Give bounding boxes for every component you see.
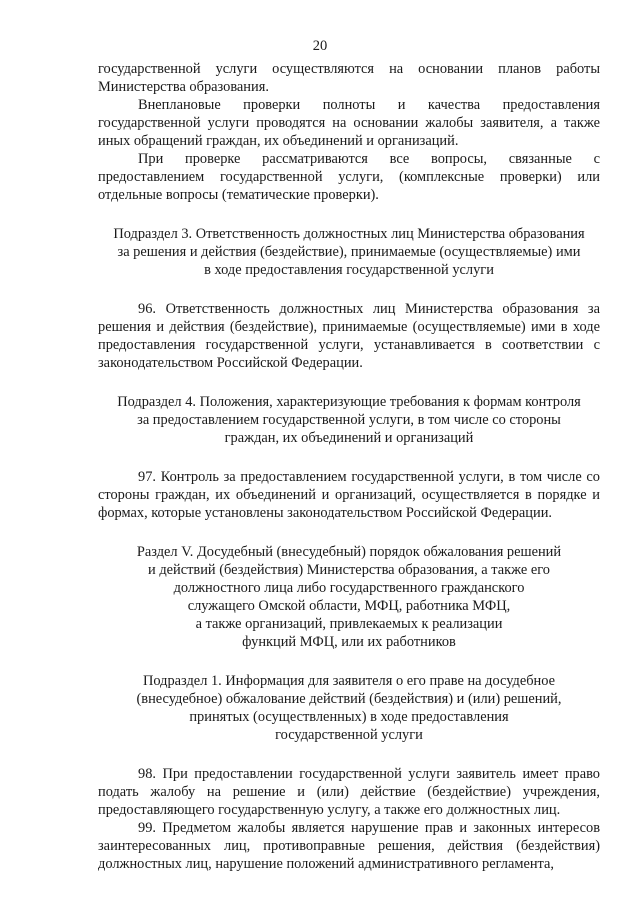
heading-line: должностного лица либо государственного гражданского [173, 580, 525, 596]
section-5-heading [98, 543, 600, 651]
paragraph-99: 99. Предметом жалобы является нарушение прав и законных интересов заинтересованных лиц, противоправные решения, действия (бездействия) должностных лиц, нарушение положений административного регламента, [98, 820, 600, 872]
heading-line: Подраздел 3. Ответственность должностных лиц Министерства образования [113, 226, 585, 242]
heading-line: Подраздел 4. Положения, характеризующие требования к формам контроля [117, 394, 581, 410]
heading-line: функций МФЦ, или их работников [242, 634, 456, 650]
heading-line: а также организаций, привлекаемых к реализации [195, 616, 503, 632]
heading-line: государственной услуги [275, 727, 423, 743]
heading-line: (внесудебное) обжалование действий (бездействия) и (или) решений, [136, 691, 562, 707]
heading-line: и действий (бездействия) Министерства образования, а также его [148, 562, 550, 578]
heading-line: граждан, их объединений и организаций [224, 430, 474, 446]
heading-line: в ходе предоставления государственной услуги [204, 262, 494, 278]
paragraph-96: 96. Ответственность должностных лиц Министерства образования за решения и действия (бездействие), принимаемые (осуществляемые) ими в ходе предоставления государственной услуги, устанавливается в соответствии с законодательством Российской Федерации. [98, 301, 600, 371]
paragraph-98: 98. При предоставлении государственной услуги заявитель имеет право подать жалобу на решение и (или) действие (бездействие) учреждения, предоставляющего государственную услугу, а также его должностных лиц. [98, 766, 600, 818]
subsection-1-heading [98, 672, 600, 744]
heading-line: за предоставлением государственной услуги, в том числе со стороны [137, 412, 561, 428]
subsection-3-heading [98, 225, 600, 279]
page-body [98, 60, 600, 873]
heading-line: Подраздел 1. Информация для заявителя о его праве на досудебное [142, 673, 555, 689]
heading-line: Раздел V. Досудебный (внесудебный) порядок обжалования решений [136, 544, 562, 560]
subsection-4-heading [98, 393, 600, 447]
paragraph-check-scope: При проверке рассматриваются все вопросы, связанные с предоставлением государственной услуги, (комплексные проверки) или отдельные вопросы (тематические проверки). [98, 151, 600, 203]
paragraph-unscheduled-checks: Внеплановые проверки полноты и качества предоставления государственной услуги проводятся на основании жалобы заявителя, а также иных обращений граждан, их объединений и организаций. [98, 97, 600, 149]
heading-line: служащего Омской области, МФЦ, работника МФЦ, [187, 598, 511, 614]
paragraph-97: 97. Контроль за предоставлением государственной услуги, в том числе со стороны граждан, их объединений и организаций, осуществляется в порядке и формах, которые установлены законодательством Российской Федерации. [98, 469, 600, 521]
heading-line: за решения и действия (бездействие), принимаемые (осуществляемые) ими [117, 244, 581, 260]
page-number: 20 [312, 38, 328, 54]
paragraph-continuation: государственной услуги осуществляются на основании планов работы Министерства образования. [98, 61, 600, 95]
heading-line: принятых (осуществленных) в ходе предоставления [189, 709, 509, 725]
